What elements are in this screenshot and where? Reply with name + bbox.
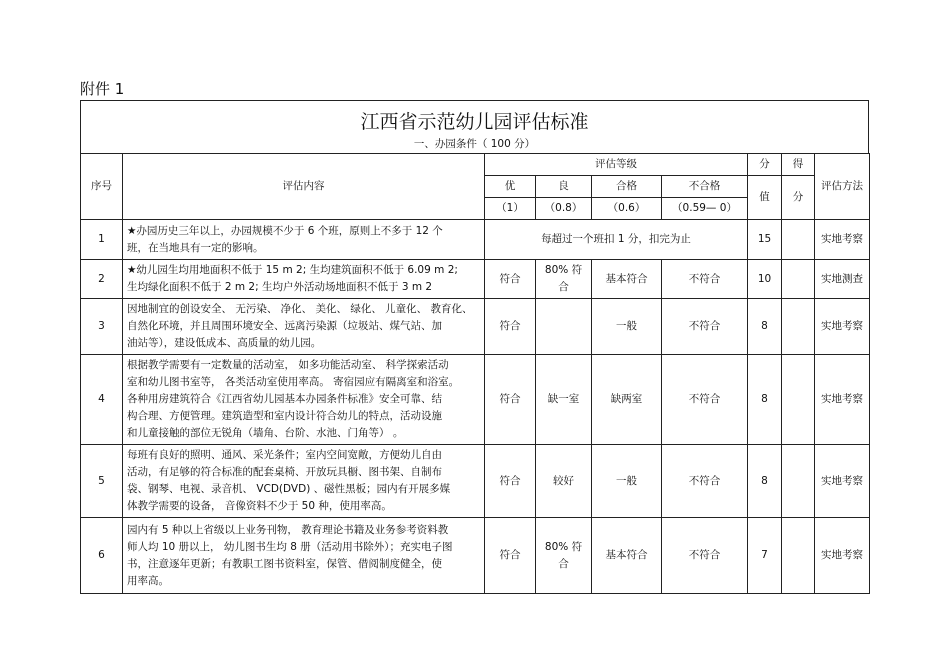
level-cell: 基本符合: [592, 518, 662, 594]
header-score-bottom: 值: [748, 176, 782, 220]
content-line: 每班有良好的照明、通风、采光条件；室内空间宽敞，方便幼儿自由: [127, 449, 442, 461]
level-cell: 一般: [592, 445, 662, 518]
level-cell: 较好: [536, 445, 592, 518]
content-line: ★幼儿园生均用地面积不低于 15 m 2; 生均建筑面积不低于 6.09 m 2;: [127, 264, 458, 276]
level-name: 优: [485, 176, 536, 198]
content-line: 袋、钢琴、电视、录音机、 VCD(DVD) 、磁性黑板；园内有开展多媒: [127, 483, 451, 495]
merged-grade: 每超过一个班扣 1 分，扣完为止: [485, 220, 748, 260]
level-cell: 一般: [592, 299, 662, 355]
level-cell: [536, 299, 592, 355]
row-number: 6: [81, 518, 123, 594]
content-line: 构合理、方便管理。建筑造型和室内设计符合幼儿的特点，活动设施: [127, 410, 442, 422]
document-title: 江西省示范幼儿园评估标准: [360, 111, 589, 133]
content-line: 根据教学需要有一定数量的活动室， 如多功能活动室、 科学探索活动: [127, 359, 449, 371]
score-got: [782, 445, 815, 518]
level-cell: 符合: [485, 260, 536, 299]
level-cell: 缺一室: [536, 355, 592, 445]
header-method: 评估方法: [815, 154, 870, 220]
row-number: 1: [81, 220, 123, 260]
eval-method: 实地考察: [815, 299, 870, 355]
score-got: [782, 355, 815, 445]
content-line: 因地制宜的创设安全、 无污染、 净化、 美化、 绿化、 儿童化、 教育化、: [127, 303, 473, 315]
level-range: （1）: [485, 198, 536, 220]
section-subtitle: 一、办园条件（ 100 分）: [413, 138, 536, 150]
level-cell: 不符合: [662, 299, 748, 355]
row-content: [123, 299, 485, 355]
row-content: [123, 220, 485, 260]
row-number: 3: [81, 299, 123, 355]
eval-method: 实地考察: [815, 220, 870, 260]
content-line: ★办园历史三年以上，办园规模不少于 6 个班，原则上不多于 12 个: [127, 224, 443, 237]
content-line: 书，注意逐年更新；有教职工图书资料室，保管、借阅制度健全，使: [127, 557, 442, 570]
level-cell: 不符合: [662, 355, 748, 445]
level-cell: 不符合: [662, 518, 748, 594]
evaluation-table: [80, 153, 870, 594]
content-line: 用率高。: [127, 574, 169, 587]
row-content: [123, 445, 485, 518]
level-cell: 符合: [485, 518, 536, 594]
level-range: （0.59— 0）: [662, 198, 748, 220]
level-name: 合格: [592, 176, 662, 198]
content-line: 班，在当地具有一定的影响。: [127, 241, 264, 254]
eval-method: 实地考察: [815, 518, 870, 594]
score-got: [782, 260, 815, 299]
level-cell: 符合: [485, 355, 536, 445]
content-line: 各种用房建筑符合《江西省幼儿园基本办园条件标准》安全可靠、结: [127, 393, 442, 405]
level-cell: 80% 符合: [536, 260, 592, 299]
score-value: 8: [748, 445, 782, 518]
score-got: [782, 518, 815, 594]
content-line: 生均绿化面积不低于 2 m 2; 生均户外活动场地面积不低于 3 m 2: [127, 281, 433, 293]
row-number: 5: [81, 445, 123, 518]
header-no: 序号: [81, 154, 123, 220]
level-name: 良: [536, 176, 592, 198]
level-cell: 符合: [485, 299, 536, 355]
row-number: 4: [81, 355, 123, 445]
score-value: 8: [748, 299, 782, 355]
score-got: [782, 220, 815, 260]
score-value: 10: [748, 260, 782, 299]
attachment-label: 附件 1: [80, 80, 125, 98]
content-line: 和儿童接触的部位无锐角（墙角、台阶、水池、门角等） 。: [127, 427, 404, 439]
level-cell: 80% 符 合: [536, 518, 592, 594]
level-cell: 不符合: [662, 445, 748, 518]
eval-method: 实地考察: [815, 355, 870, 445]
header-score-top: 分: [748, 154, 782, 176]
content-line: 油站等），建设低成本、高质量的幼儿园。: [127, 337, 322, 349]
level-name: 不合格: [662, 176, 748, 198]
title-box: [80, 100, 869, 153]
row-content: [123, 518, 485, 594]
row-content: [123, 355, 485, 445]
header-got-top: 得: [782, 154, 815, 176]
content-line: 自然化环境，并且周围环境安全、远离污染源（垃圾站、煤气站、加: [127, 320, 442, 332]
eval-method: 实地考察: [815, 445, 870, 518]
content-line: 活动，有足够的符合标准的配套桌椅、开放玩具橱、图书架、自制布: [127, 466, 442, 478]
level-cell: 基本符合: [592, 260, 662, 299]
content-line: 园内有 5 种以上省级以上业务刊物， 教育理论书籍及业务参考资料教: [127, 523, 449, 536]
level-range: （0.8）: [536, 198, 592, 220]
score-value: 7: [748, 518, 782, 594]
row-number: 2: [81, 260, 123, 299]
score-got: [782, 299, 815, 355]
score-value: 15: [748, 220, 782, 260]
content-line: 体教学需要的设备， 音像资料不少于 50 种，使用率高。: [127, 500, 392, 512]
header-got-bottom: 分: [782, 176, 815, 220]
score-value: 8: [748, 355, 782, 445]
level-cell: 不符合: [662, 260, 748, 299]
header-grade: 评估等级: [485, 154, 748, 176]
level-cell: 缺两室: [592, 355, 662, 445]
level-cell: 符合: [485, 445, 536, 518]
level-range: （0.6）: [592, 198, 662, 220]
content-line: 师人均 10 册以上， 幼儿图书生均 8 册（活动用书除外）；充实电子图: [127, 540, 453, 553]
row-content: [123, 260, 485, 299]
header-content: 评估内容: [123, 154, 485, 220]
eval-method: 实地测查: [815, 260, 870, 299]
content-line: 室和幼儿图书室等， 各类活动室使用率高。 寄宿园应有隔离室和浴室。: [127, 376, 460, 388]
